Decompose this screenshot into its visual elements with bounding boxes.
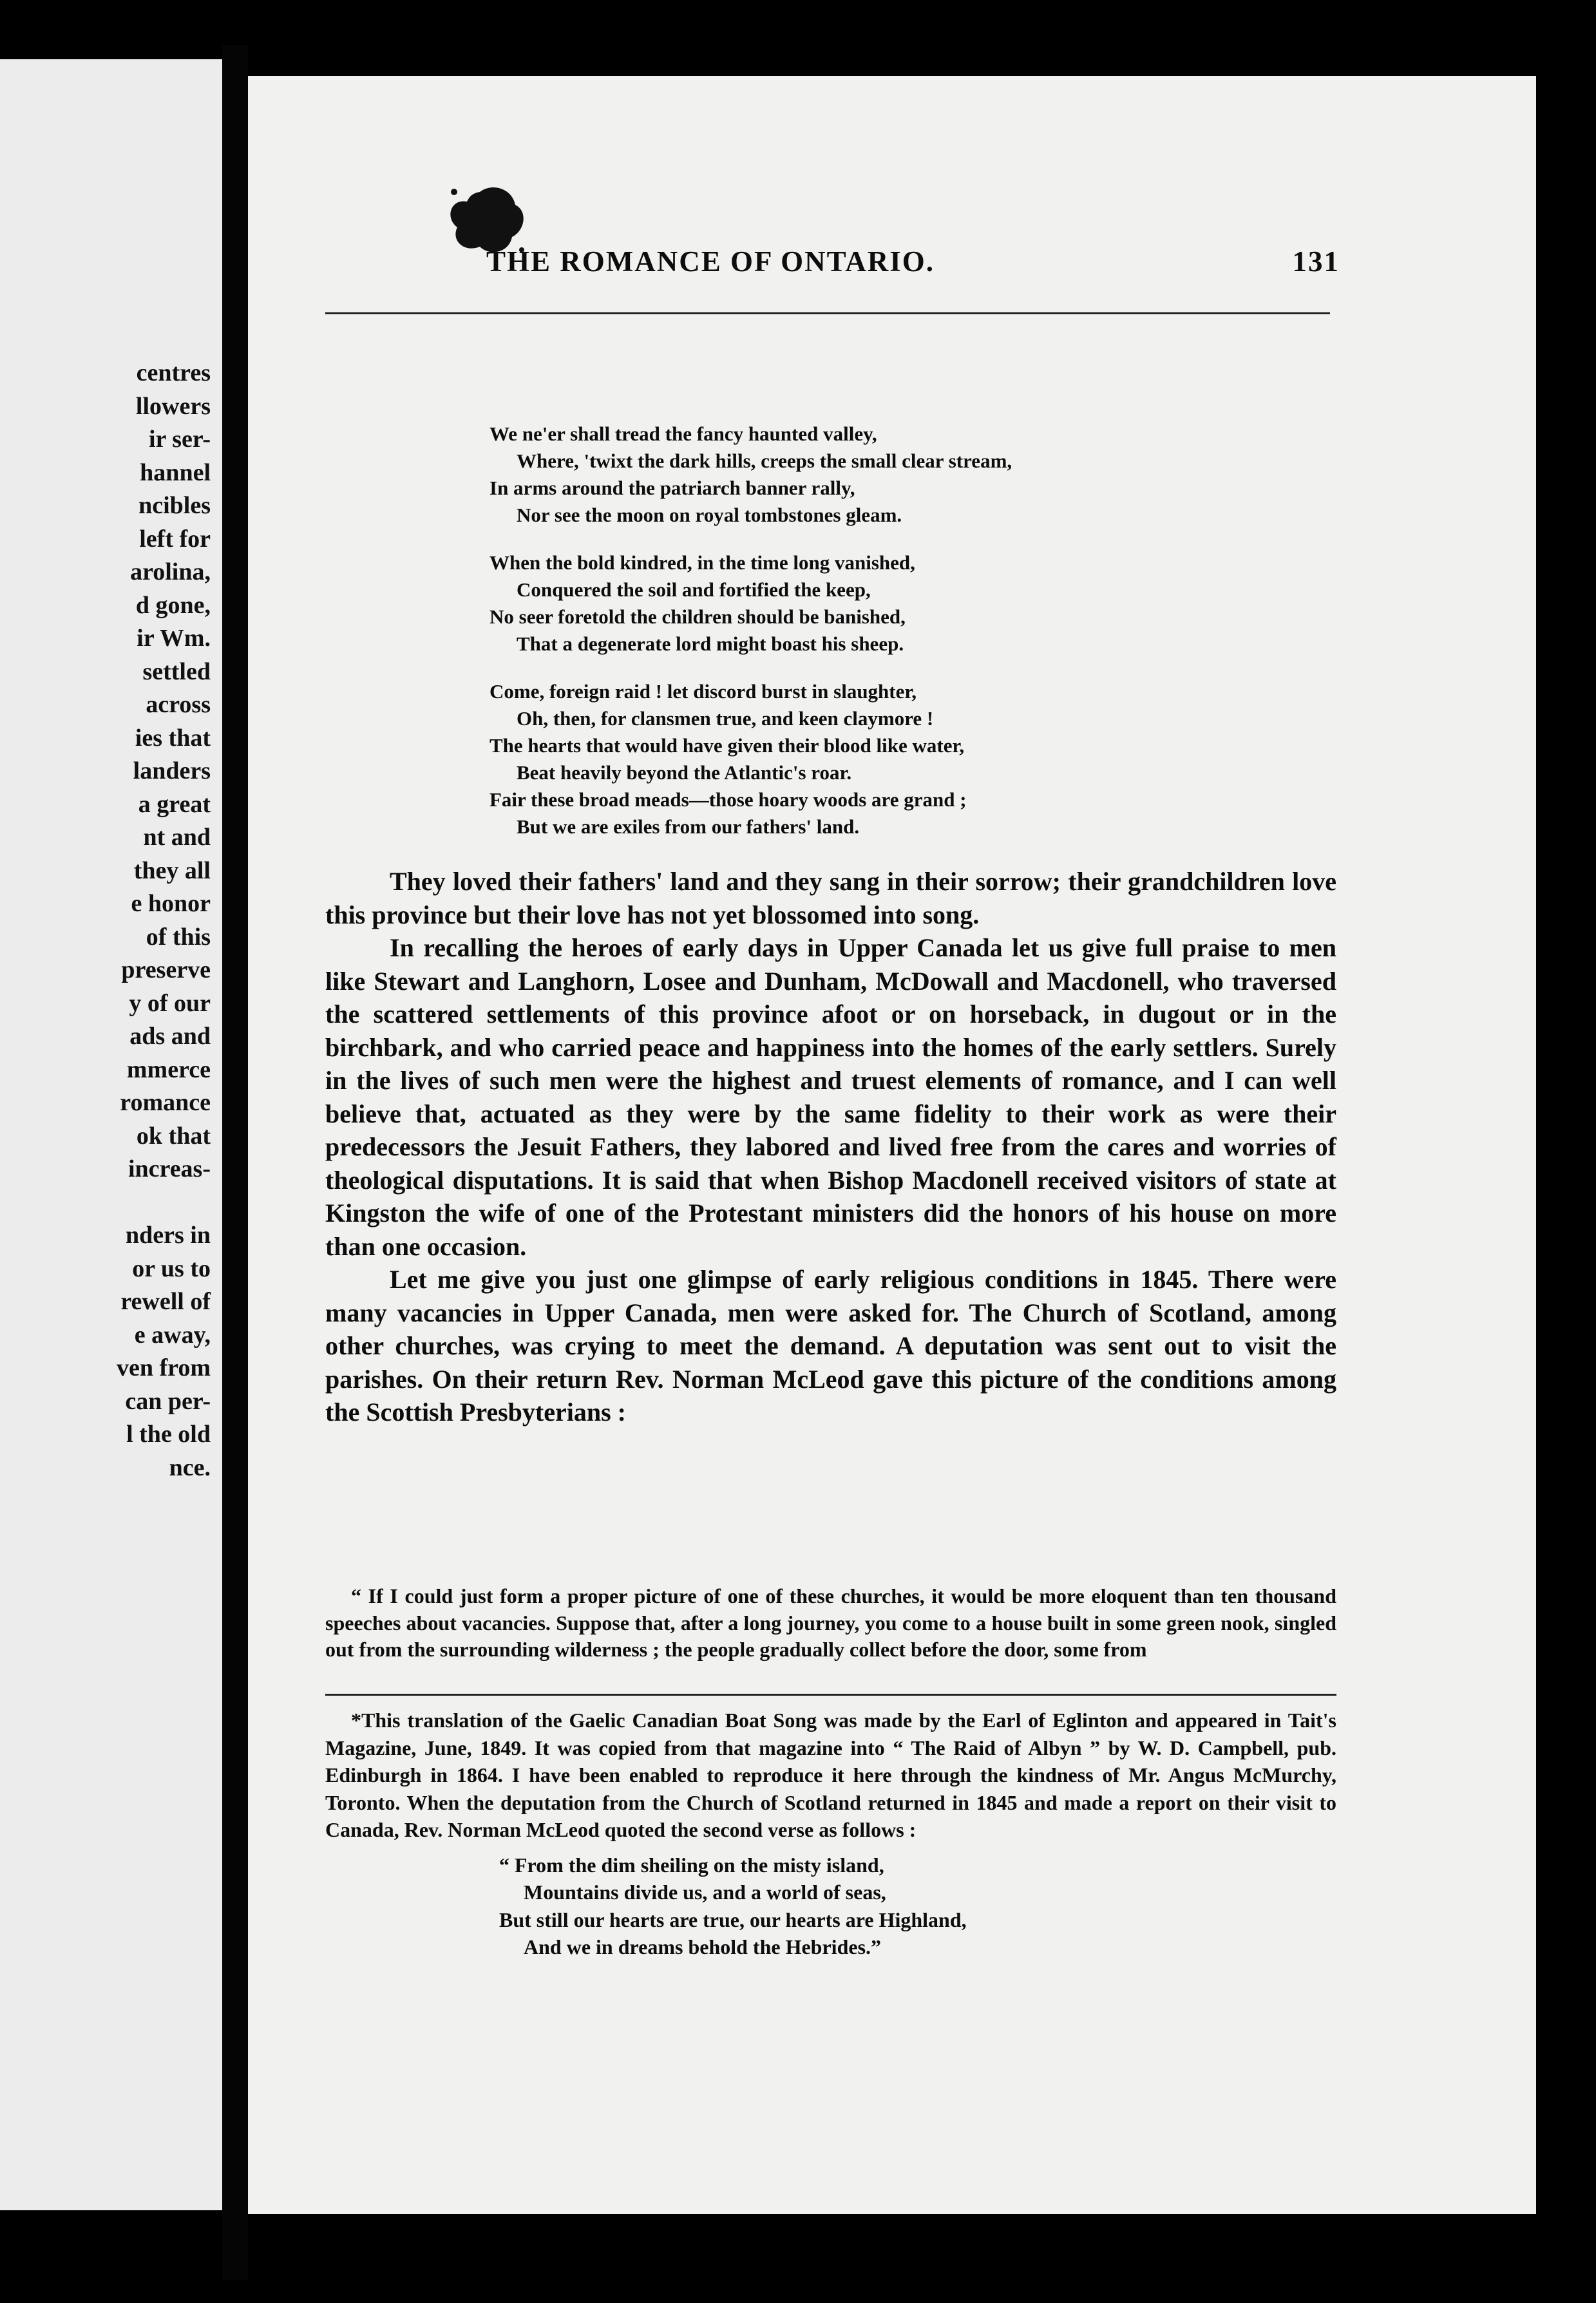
left-page-line: y of our — [129, 989, 211, 1017]
left-page-line: or us to — [132, 1255, 211, 1282]
running-head — [325, 245, 1340, 283]
left-page-line: ir ser- — [148, 426, 211, 453]
poem-line: But we are exiles from our fathers' land. — [517, 815, 860, 838]
poem-line: Beat heavily beyond the Atlantic's roar. — [517, 761, 852, 784]
poem-line: Oh, then, for clansmen true, and keen claymore ! — [517, 707, 934, 730]
left-page-text-fragments — [0, 357, 222, 1484]
left-page-line: mmerce — [126, 1056, 211, 1083]
left-page-line: centres — [136, 359, 211, 386]
book-gutter — [222, 45, 248, 2280]
quote-text: “ If I could just form a proper picture of one of these churches, it would be more eloquent than ten thousand speeches about vacancies. Suppose that, after a long journey, you come to a house built in some green nook, singled out from the surrounding wilderness ; the people gradually collect before the door, some from — [325, 1584, 1336, 1661]
poem-stanza — [489, 421, 1262, 529]
poem-line: Where, 'twixt the dark hills, creeps the small clear stream, — [517, 450, 1012, 472]
left-page-line: hannel — [140, 459, 211, 486]
poem-stanza — [489, 678, 1262, 840]
left-page-line: ir Wm. — [137, 625, 211, 652]
left-page-line: settled — [142, 658, 211, 685]
left-page-line: e away, — [134, 1321, 211, 1349]
block-quote — [325, 1583, 1336, 1663]
main-page — [248, 76, 1536, 2214]
left-page-line: d gone, — [135, 591, 211, 619]
left-page-line: ncibles — [138, 492, 211, 519]
header-rule — [325, 312, 1330, 314]
poem-line: Fair these broad meads—those hoary woods are grand ; — [489, 788, 967, 811]
footnote-verse-line: But still our hearts are true, our hearts are Highland, — [499, 1908, 967, 1931]
left-page-line: l the old — [126, 1421, 211, 1448]
left-page-line: nce. — [169, 1454, 211, 1481]
paragraph: Let me give you just one glimpse of early religious conditions in 1845. There were many vacancies in Upper Canada, men were asked for. The Church of Scotland, among other churches, was crying to meet the demand. A deputation was sent out to visit the parishes. On their return Rev. Norman McLeod gave this picture of the conditions among the Scottish Presbyterians : — [325, 1265, 1336, 1426]
left-facing-page — [0, 59, 222, 2210]
left-page-line: can per- — [125, 1387, 211, 1415]
left-page-line: e honor — [131, 890, 211, 917]
left-page-line: llowers — [135, 392, 211, 420]
left-page-line: of this — [146, 923, 211, 951]
footnote — [325, 1707, 1336, 1961]
footnote-verse — [499, 1852, 1336, 1961]
left-page-line: ies that — [135, 724, 211, 752]
left-page-line: nders in — [126, 1222, 211, 1249]
footnote-text: *This translation of the Gaelic Canadian Boat Song was made by the Earl of Eglinton and appeared in Tait's Magazine, June, 1849. It was copied from that magazine into “ The Raid of Albyn ” by W. D. Campbell, pub. Edinburgh in 1864. I have been enabled to reproduce it here through the kindness of Mr. Angus McMurchy, Toronto. When the deputation from the Church of Scotland returned in 1845 and made a report on their visit to Canada, Rev. Norman McLeod quoted the second verse as follows : — [325, 1709, 1336, 1841]
poem-line: The hearts that would have given their blood like water, — [489, 734, 965, 757]
footnote-rule — [325, 1694, 1336, 1696]
left-page-line: ven from — [117, 1354, 211, 1381]
poem-line: No seer foretold the children should be banished, — [489, 605, 906, 628]
left-page-line: rewell of — [120, 1288, 211, 1315]
left-page-line: preserve — [121, 956, 211, 983]
left-page-line: landers — [133, 757, 211, 784]
paragraph: They loved their fathers' land and they sang in their sorrow; their grandchildren love this province but their love has not yet blossomed into song. — [325, 867, 1336, 929]
poem — [489, 421, 1262, 861]
left-page-line: ads and — [129, 1023, 211, 1050]
poem-stanza — [489, 549, 1262, 658]
left-page-line: nt and — [143, 824, 211, 851]
page-number: 131 — [1292, 245, 1340, 278]
left-page-line: a great — [138, 790, 211, 818]
poem-line: When the bold kindred, in the time long vanished, — [489, 551, 915, 574]
body-text — [325, 865, 1336, 1429]
footnote-verse-line: “ From the dim sheiling on the misty island, — [499, 1853, 884, 1877]
footnote-verse-line: Mountains divide us, and a world of seas, — [524, 1881, 886, 1904]
left-page-line: romance — [120, 1089, 211, 1116]
left-page-line: across — [146, 691, 211, 718]
left-page-line: arolina, — [130, 558, 211, 585]
left-page-line: ok that — [136, 1122, 211, 1150]
left-page-line: left for — [139, 525, 211, 553]
poem-line: That a degenerate lord might boast his sheep. — [517, 632, 904, 655]
poem-line: Come, foreign raid ! let discord burst in slaughter, — [489, 680, 917, 703]
left-page-line: increas- — [128, 1155, 211, 1182]
left-page-line — [0, 1186, 222, 1220]
left-page-line: they all — [133, 857, 211, 884]
poem-line: In arms around the patriarch banner rally, — [489, 477, 855, 499]
poem-line: We ne'er shall tread the fancy haunted valley, — [489, 422, 877, 445]
running-title: THE ROMANCE OF ONTARIO. — [486, 245, 935, 278]
paragraph: In recalling the heroes of early days in Upper Canada let us give full praise to men like Stewart and Langhorn, Losee and Dunham, McDowall and Macdonell, who traversed the scattered settlements of this province afoot or on horseback, in dugout or in the birchbark, and who carried peace and happiness into the homes of the early settlers. Surely in the lives of such men were the highest and truest elements of romance, and I can well believe that, actuated as they were by the same fidelity to their work as were their predecessors the Jesuit Fathers, they labored and lived free from the cares and worries of theological disputations. It is said that when Bishop Macdonell received visitors of state at Kingston the wife of one of the Protestant ministers did the honors of his house on more than one occasion. — [325, 933, 1336, 1261]
footnote-verse-line: And we in dreams behold the Hebrides.” — [524, 1935, 882, 1958]
poem-line: Conquered the soil and fortified the keep, — [517, 578, 871, 601]
poem-line: Nor see the moon on royal tombstones gleam. — [517, 504, 902, 526]
